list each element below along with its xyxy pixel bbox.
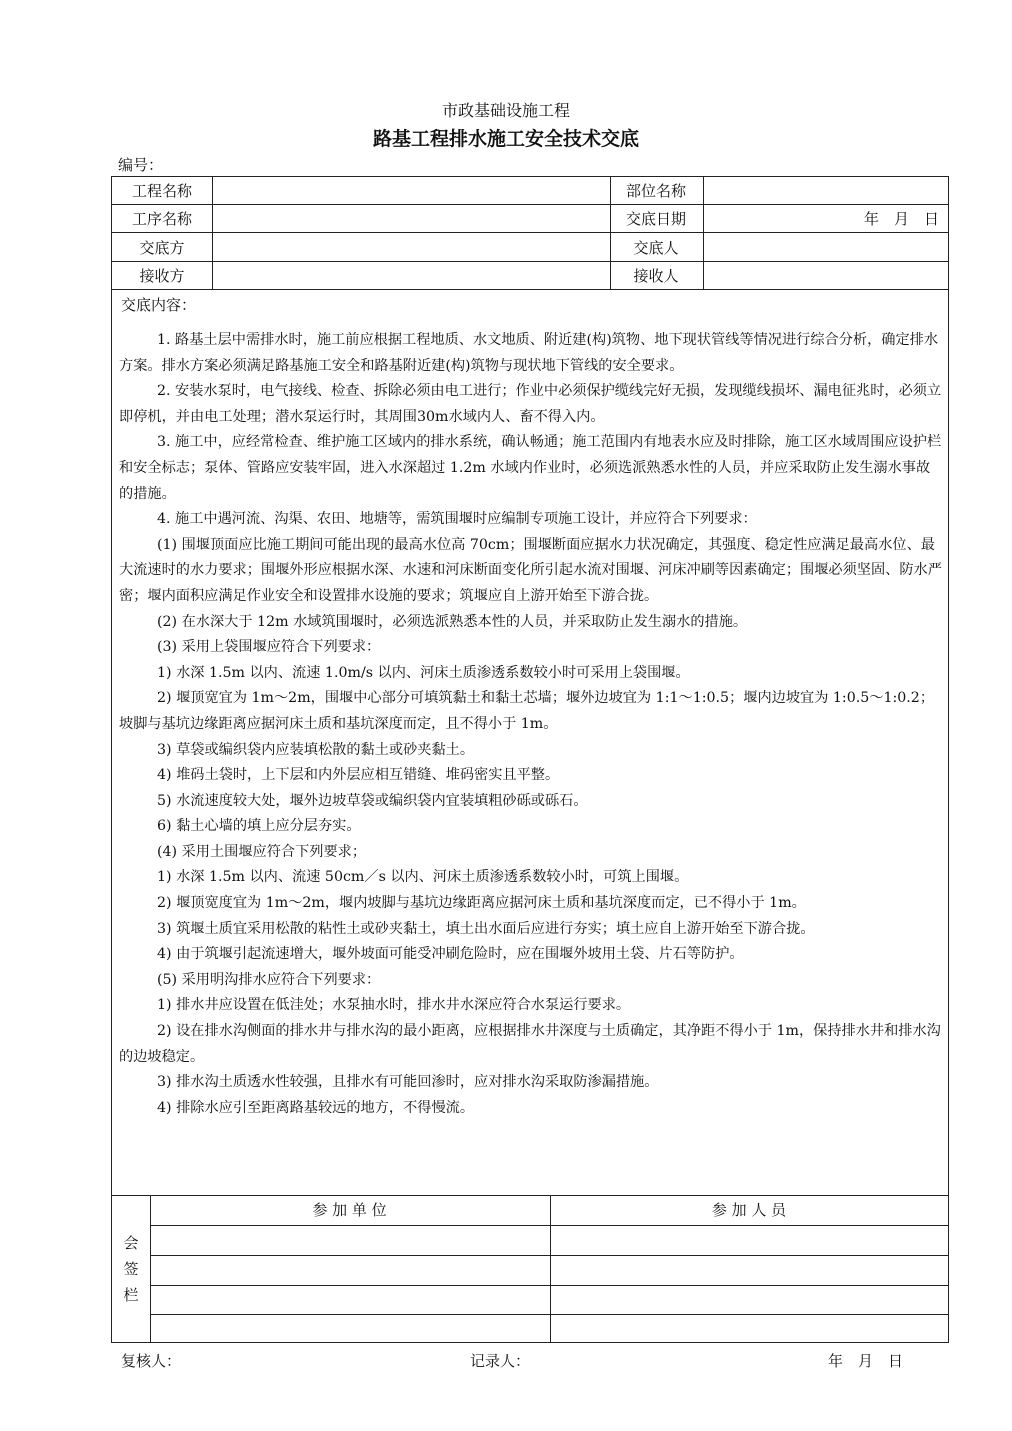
signoff-side-char: 会 bbox=[123, 1234, 139, 1252]
field-briefing-person[interactable] bbox=[703, 233, 948, 261]
signoff-person-cell[interactable] bbox=[550, 1255, 948, 1284]
row-divider bbox=[112, 289, 948, 290]
signoff-person-cell[interactable] bbox=[550, 1285, 948, 1313]
doc-number-label: 编号： bbox=[118, 156, 164, 174]
signoff-side-char: 栏 bbox=[123, 1286, 139, 1304]
content-paragraph: 1) 水深 1.5m 以内、流速 50cm／s 以内、河床土质渗透系数较小时，可筑上围堰。 bbox=[157, 869, 689, 886]
content-paragraph: (4) 采用土围堰应符合下列要求； bbox=[157, 843, 367, 860]
signoff-unit-cell[interactable] bbox=[150, 1314, 549, 1342]
reviewer-label: 复核人： bbox=[121, 1352, 182, 1370]
content-paragraph: 1. 路基土层中需排水时，施工前应根据工程地质、水文地质、附近建(构)筑物、地下现状管线等情况进行综合分析，确定排水方案。排水方案必须满足路基施工安全和路基附近建(构)筑物与现状地下管线的安全要求。 bbox=[119, 332, 939, 374]
field-briefing-date[interactable]: 年 月 日 bbox=[863, 210, 939, 228]
content-paragraph: 4) 排除水应引至距离路基较远的地方，不得慢流。 bbox=[157, 1099, 475, 1116]
signoff-person-cell[interactable] bbox=[550, 1225, 948, 1254]
content-paragraph: 3) 筑堰土质宜采用松散的粘性土或砂夹黏土，填土出水面后应进行夯实；填土应自上游开始至下游合拢。 bbox=[157, 920, 815, 937]
footer-date: 年 月 日 bbox=[828, 1352, 904, 1370]
field-receiver[interactable] bbox=[703, 262, 948, 289]
signoff-unit-cell[interactable] bbox=[150, 1225, 549, 1254]
label-receiver: 接收人 bbox=[633, 267, 679, 285]
field-briefing-party[interactable] bbox=[212, 233, 609, 261]
content-paragraph: 1) 排水井应设置在低洼处；水泵抽水时，排水井水深应符合水泵运行要求。 bbox=[157, 997, 631, 1014]
content-paragraph: 5) 水流速度较大处，堰外边坡草袋或编织袋内宜装填粗砂砾或砾石。 bbox=[157, 792, 588, 809]
label-process-name: 工序名称 bbox=[131, 210, 192, 228]
label-briefing-date: 交底日期 bbox=[625, 210, 686, 228]
content-paragraph: 3) 草袋或编织袋内应装填松散的黏土或砂夹黏土。 bbox=[157, 741, 475, 758]
field-receiving-party[interactable] bbox=[212, 262, 609, 289]
content-paragraph: 4) 由于筑堰引起流速增大，堰外坡面可能受冲刷危险时，应在围堰外坡用土袋、片石等防护。 bbox=[157, 946, 744, 963]
content-paragraph: 6) 黏土心墙的填上应分层夯实。 bbox=[157, 818, 361, 835]
doc-title: 路基工程排水施工安全技术交底 bbox=[372, 128, 639, 150]
content-paragraph: (3) 采用上袋围堰应符合下列要求： bbox=[157, 639, 381, 656]
content-paragraph: (1) 围堰顶面应比施工期间可能出现的最高水位高 70cm；围堰断面应据水力状况确定，其强度、稳定性应满足最高水位、最大流速时的水力要求；围堰外形应根据水深、水速和河床断面变化所引起水流对围堰、河床冲刷等因素确定；围堰必须坚固、防水严密；堰内面积应满足作业安全和设置排水设施的要求；筑堰应自上游开始至下游合拢。 bbox=[119, 536, 942, 604]
content-label: 交底内容： bbox=[121, 296, 197, 314]
signoff-side-label bbox=[112, 1196, 150, 1342]
label-briefing-person: 交底人 bbox=[633, 238, 679, 257]
content-paragraph: 2) 堰顶宽宜为 1m～2m，围堰中心部分可填筑黏土和黏土芯墙；堰外边坡宜为 1:1～1:0.5；堰内边坡宜为 1:0.5～1:0.2；坡脚与基坑边缘距离应据河床土质和基坑深度而定，且不得小于 1m。 bbox=[119, 690, 935, 732]
content-paragraph: 2) 堰顶宽度宜为 1m～2m，堰内坡脚与基坑边缘距离应据河床土质和基坑深度而定，已不得小于 1m。 bbox=[157, 895, 806, 912]
content-paragraph: 1) 水深 1.5m 以内、流速 1.0m/s 以内、河床土质渗透系数较小时可采用上袋围堰。 bbox=[157, 664, 690, 681]
briefing-content bbox=[119, 328, 943, 1121]
label-project-name: 工程名称 bbox=[131, 182, 192, 200]
field-project-name[interactable] bbox=[212, 177, 609, 204]
label-receiving-party: 接收方 bbox=[139, 267, 185, 285]
signoff-person-cell[interactable] bbox=[550, 1314, 948, 1342]
content-paragraph: 2) 设在排水沟侧面的排水井与排水沟的最小距离，应根据排水井深度与土质确定，其净距不得小于 1m，保持排水井和排水沟的边坡稳定。 bbox=[119, 1023, 941, 1065]
signoff-side-char: 签 bbox=[123, 1260, 139, 1278]
content-paragraph: (2) 在水深大于 12m 水域筑围堰时，必须选派熟悉本性的人员，并采取防止发生溺水的措施。 bbox=[157, 613, 748, 630]
doc-subtitle: 市政基础设施工程 bbox=[441, 101, 570, 120]
content-paragraph: 3) 排水沟土质透水性较强，且排水有可能回渗时，应对排水沟采取防渗漏措施。 bbox=[157, 1074, 659, 1091]
content-paragraph: 3. 施工中，应经常检查、维护施工区域内的排水系统，确认畅通；施工范围内有地表水应及时排除，施工区水域周围应设护栏和安全标志；泵体、管路应安装牢固，进入水深超过 1.2m 水域内作业时，必须选派熟悉水性的人员，并应采取防止发生溺水事故的措施。 bbox=[119, 434, 942, 502]
label-briefing-party: 交底方 bbox=[139, 238, 185, 257]
signoff-unit-cell[interactable] bbox=[150, 1255, 549, 1284]
signoff-header-unit: 参 加 单 位 bbox=[312, 1201, 387, 1219]
field-section-name[interactable] bbox=[703, 177, 948, 204]
label-section-name: 部位名称 bbox=[625, 182, 686, 200]
content-paragraph: 4) 堆码土袋时，上下层和内外层应相互错缝、堆码密实且平整。 bbox=[157, 767, 560, 784]
content-paragraph: 4. 施工中遇河流、沟渠、农田、地塘等，需筑围堰时应编制专项施工设计，并应符合下列要求： bbox=[157, 511, 757, 528]
content-paragraph: (5) 采用明沟排水应符合下列要求： bbox=[157, 971, 381, 988]
recorder-label: 记录人： bbox=[470, 1352, 531, 1370]
signoff-unit-cell[interactable] bbox=[150, 1285, 549, 1313]
content-paragraph: 2. 安装水泵时，电气接线、检查、拆除必须由电工进行；作业中必须保护缆线完好无损，发现缆线损坏、漏电征兆时，必须立即停机，并由电工处理；潜水泵运行时，其周围30m水域内人、畜不得入内。 bbox=[119, 383, 942, 425]
signoff-header-person: 参 加 人 员 bbox=[711, 1201, 787, 1219]
field-process-name[interactable] bbox=[212, 205, 609, 232]
